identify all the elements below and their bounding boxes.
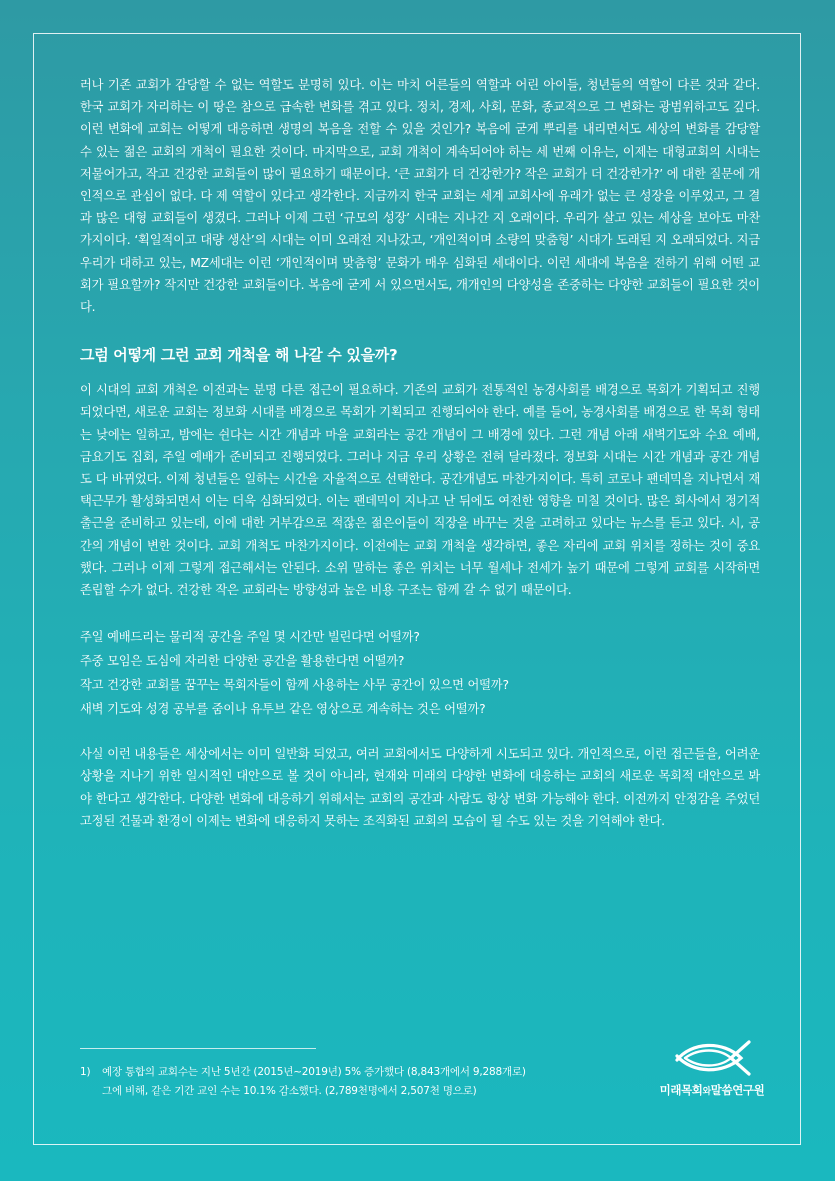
organization-name-part1: 미래목회 [659, 1083, 703, 1097]
footnote-number: 1) [80, 1066, 91, 1078]
article-body [80, 74, 760, 832]
footnote-text-1: 예장 통합의 교회수는 지난 5년간 (2015년~2019년) 5% 증가했다 (8,843개에서 9,288개로) [102, 1066, 526, 1078]
question-item: 새벽 기도와 성경 공부를 줌이나 유투브 같은 영상으로 계속하는 것은 어떨까? [80, 702, 486, 717]
section-heading: 그럼 어떻게 그런 교회 개척을 해 나갈 수 있을까? [80, 346, 398, 365]
footnote-line-1 [80, 1063, 600, 1082]
fish-icon [671, 1038, 753, 1078]
footnote [80, 1063, 600, 1101]
footnote-divider [80, 1048, 316, 1049]
body-paragraph-top: 러나 기존 교회가 감당할 수 없는 역할도 분명히 있다. 이는 마치 어른들의 역할과 어린 아이들, 청년들의 역할이 다른 것과 같다. 한국 교회가 자리하는 이 땅은 참으로 급속한 변화를 겪고 있다. 정치, 경제, 사회, 문화, 종교적으로 그 변화는 광범위하고도 깊다. 이런 변화에 교회는 어떻게 대응하면 생명의 복음을 전할 수 있을 것인가? 복음에 굳게 뿌리를 내리면서도 세상의 변화를 감당할 수 있는 젊은 교회의 개척이 필요한 것이다. 마지막으로, 교회 개척이 계속되어야 하는 세 번째 이유는, 이제는 대형교회의 시대는 저물어가고, 작고 건강한 교회들이 많이 필요하기 때문이다. ‘큰 교회가 더 건강한가? 작은 교회가 더 건강한가?’ 에 대한 질문에 개인적으로 관심이 없다. 다 제 역할이 있다고 생각한다. 지금까지 한국 교회는 세계 교회사에 유래가 없는 큰 성장을 이루었고, 그 결과 많은 대형 교회들이 생겼다. 그러나 이제 그런 ‘규모의 성장’ 시대는 지나간 지 오래이다. 우리가 살고 있는 세상을 보아도 마찬가지이다. ‘획일적이고 대량 생산’의 시대는 이미 오래전 지나갔고, ‘개인적이며 소량의 맞춤형’ 시대가 도래된 지 오래되었다. 지금 우리가 대하고 있는, MZ세대는 이런 ‘개인적이며 맞춤형’ 문화가 매우 심화된 세대이다. 이런 세대에 복음을 전하기 위해 어떤 교회가 필요할까? 작지만 건강한 교회들이다. 복음에 굳게 서 있으면서도, 개개인의 다양성을 존중하는 다양한 교회들이 필요한 것이다. [80, 78, 760, 315]
organization-name [642, 1082, 782, 1098]
question-item: 주일 예배드리는 물리적 공간을 주일 몇 시간만 빌린다면 어떨까? [80, 630, 420, 645]
organization-name-part2: 말씀연구원 [710, 1083, 765, 1097]
question-item: 작고 건강한 교회를 꿈꾸는 목회자들이 함께 사용하는 사무 공간이 있으면 어떨까? [80, 678, 509, 693]
body-paragraph-middle: 이 시대의 교회 개척은 이전과는 분명 다른 접근이 필요하다. 기존의 교회가 전통적인 농경사회를 배경으로 목회가 기획되고 진행되었다면, 새로운 교회는 정보화 시대를 배경으로 목회가 기획되고 진행되어야 한다. 예를 들어, 농경사회를 배경으로 한 목회 형태는 낮에는 일하고, 밤에는 쉰다는 시간 개념과 마을 교회라는 공간 개념이 그 배경에 있다. 그런 개념 아래 새벽기도와 수요 예배, 금요기도 집회, 주일 예배가 준비되고 진행되었다. 그러나 지금 우리 상황은 전혀 달라졌다. 정보화 시대는 시간 개념과 공간 개념도 다 바뀌었다. 이제 청년들은 일하는 시간을 자율적으로 선택한다. 공간개념도 마찬가지이다. 특히 코로나 팬데믹을 지나면서 재택근무가 활성화되면서 이는 더욱 심화되었다. 이는 팬데믹이 지나고 난 뒤에도 여전한 영향을 미칠 것이다. 많은 회사에서 정기적 출근을 준비하고 있는데, 이에 대한 거부감으로 적잖은 젊은이들이 직장을 바꾸는 것을 고려하고 있다는 뉴스를 듣고 있다. 시, 공간의 개념이 변한 것이다. 교회 개척도 마찬가지이다. 이전에는 교회 개척을 생각하면, 좋은 자리에 교회 위치를 정하는 것이 중요했다. 그러나 이제 그렇게 접근해서는 안된다. 소위 말하는 좋은 위치는 너무 월세나 전세가 높기 때문에 그렇게 교회를 시작하면 존립할 수가 없다. 건강한 작은 교회라는 방향성과 높은 비용 구조는 함께 갈 수 없기 때문이다. [80, 383, 760, 598]
question-list [80, 625, 760, 721]
question-item: 주중 모임은 도심에 자리한 다양한 공간을 활용한다면 어떨까? [80, 654, 405, 669]
organization-name-connector: 와 [702, 1087, 711, 1097]
footnote-text-2: 그에 비해, 같은 기간 교인 수는 10.1% 감소했다. (2,789천명에서 2,507천 명으로) [102, 1085, 477, 1097]
body-paragraph-bottom: 사실 이런 내용들은 세상에서는 이미 일반화 되었고, 여러 교회에서도 다양하게 시도되고 있다. 개인적으로, 이런 접근들을, 어려운 상황을 지나기 위한 일시적인 대안으로 볼 것이 아니라, 현재와 미래의 다양한 변화에 대응하는 교회의 새로운 목회적 대안으로 봐야 한다고 생각한다. 다양한 변화에 대응하기 위해서는 교회의 공간과 사람도 항상 변화 가능해야 한다. 이전까지 안정감을 주었던 고정된 건물과 환경이 이제는 변화에 대응하지 못하는 조직화된 교회의 모습이 될 수도 있는 것을 기억해야 한다. [80, 747, 760, 828]
organization-logo [642, 1038, 782, 1108]
